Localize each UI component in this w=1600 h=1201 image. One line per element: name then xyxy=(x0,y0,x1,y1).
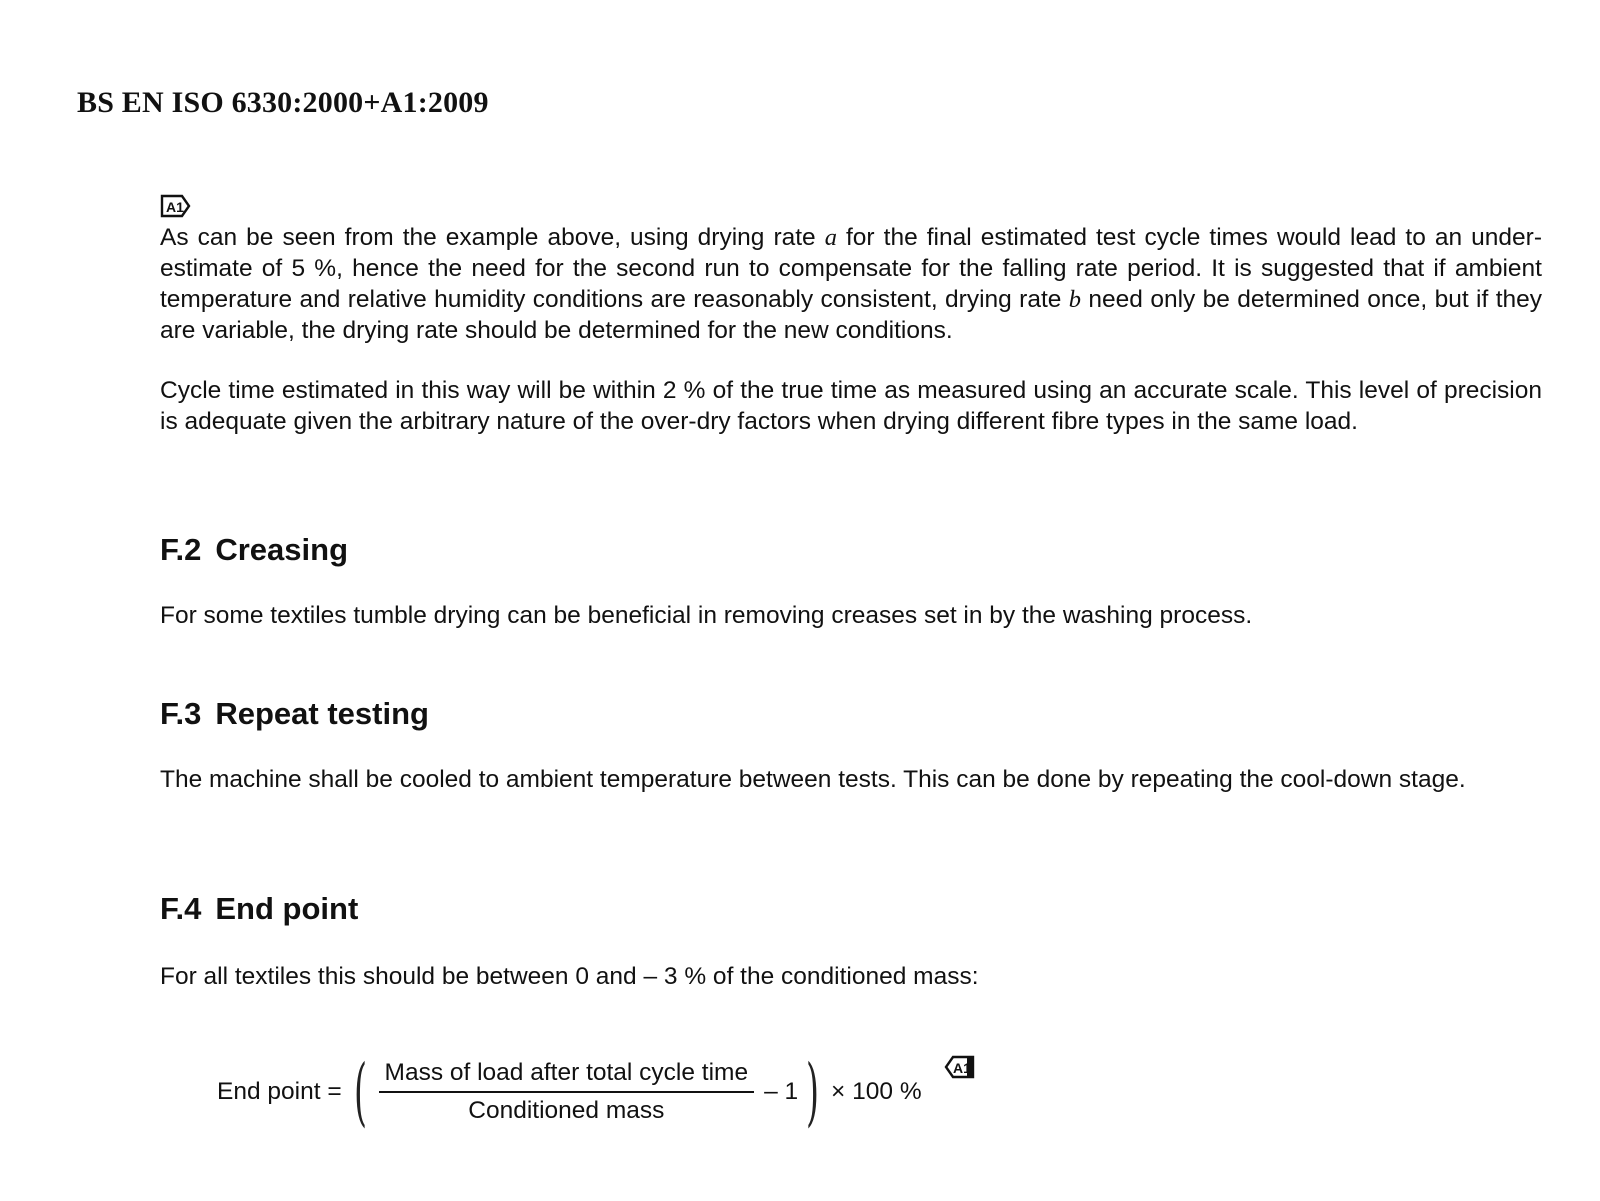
svg-text:A1: A1 xyxy=(953,1060,971,1076)
standard-header: BS EN ISO 6330:2000+A1:2009 xyxy=(77,86,489,119)
section-body-end-point: For all textiles this should be between 0 and – 3 % of the conditioned mass: xyxy=(160,963,979,990)
intro-paragraph-cycle-time: Cycle time estimated in this way will be within 2 % of the true time as measured using an accurate scale. This level of precision is adequate given the arbitrary nature of the over-dry factors when drying different fibre types in the same load. xyxy=(160,377,1542,435)
formula-lhs: End point = xyxy=(217,1078,342,1105)
section-body-repeat-testing: The machine shall be cooled to ambient temperature between tests. This can be done by repeating the cool-down stage. xyxy=(160,766,1466,793)
formula-numerator: Mass of load after total cycle time xyxy=(379,1059,755,1093)
end-point-formula xyxy=(217,1049,922,1135)
formula-multiplier: × 100 % xyxy=(831,1078,922,1105)
amendment-end-marker-icon xyxy=(943,1055,975,1079)
variable-a: a xyxy=(824,224,837,251)
formula-minus-one: – 1 xyxy=(764,1078,799,1105)
section-heading-creasing: F.2 Creasing xyxy=(160,532,349,567)
formula-close-paren: ) xyxy=(806,1049,820,1135)
amendment-start-marker-icon xyxy=(160,194,192,218)
section-heading-repeat-testing: F.3 Repeat testing xyxy=(160,696,429,731)
intro-paragraph-drying-rate: As can be seen from the example above, using drying rate a for the final estimated test cycle times would lead to an under-estimate of 5 %, hence the need for the second run to compensate for the falling rate period. It is suggested that if ambient temperature and relative humidity conditions are reasonably consistent, drying rate b need only be determined once, but if they are variable, the drying rate should be determined for the new conditions. xyxy=(160,224,1543,344)
formula-open-paren: ( xyxy=(353,1049,367,1135)
formula-fraction xyxy=(379,1059,755,1125)
section-body-creasing: For some textiles tumble drying can be beneficial in removing creases set in by the washing process. xyxy=(160,602,1253,629)
variable-b: b xyxy=(1068,286,1082,313)
formula-denominator: Conditioned mass xyxy=(468,1097,665,1124)
svg-text:A1: A1 xyxy=(166,199,184,215)
section-heading-end-point: F.4 End point xyxy=(160,891,359,926)
